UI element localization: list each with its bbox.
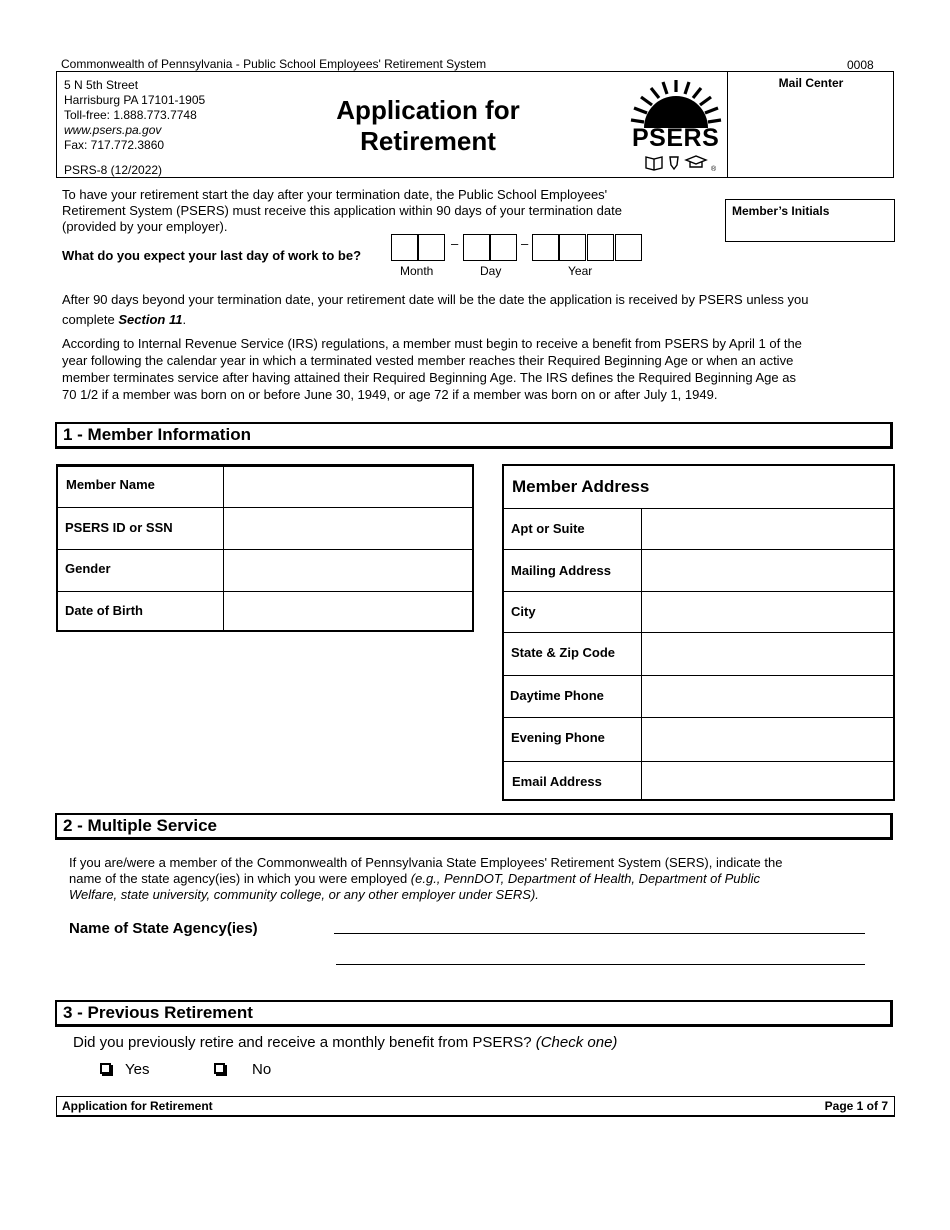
table-row bbox=[504, 466, 893, 508]
table-row bbox=[58, 507, 472, 549]
form-number: PSRS-8 (12/2022) bbox=[64, 163, 163, 177]
text-line: If you are/were a member of the Commonwealth of Pennsylvania State Employees' Retirement System (SERS), indicate the bbox=[69, 855, 783, 870]
evening-phone-field[interactable] bbox=[642, 718, 893, 761]
field-label: Apt or Suite bbox=[511, 521, 585, 536]
toll-free: Toll-free: 1.888.773.7748 bbox=[64, 108, 197, 122]
text-line: Welfare, state university, community college, or any other employer under SERS). bbox=[69, 887, 539, 902]
yes-checkbox[interactable] bbox=[100, 1063, 111, 1074]
field-label: Gender bbox=[65, 561, 111, 576]
field-label: Member Name bbox=[66, 477, 155, 492]
mail-center-label: Mail Center bbox=[778, 76, 844, 90]
section-2-header: 2 - Multiple Service bbox=[55, 813, 893, 840]
field-label: Evening Phone bbox=[511, 730, 605, 745]
daytime-phone-field[interactable] bbox=[642, 676, 893, 717]
member-initials-box[interactable] bbox=[725, 199, 895, 242]
title-line: Retirement bbox=[360, 126, 496, 156]
title-line: Application for bbox=[336, 95, 520, 125]
table-row bbox=[504, 717, 893, 761]
month-label: Month bbox=[400, 264, 434, 278]
day-digit-1[interactable] bbox=[463, 234, 490, 261]
no-checkbox[interactable] bbox=[214, 1063, 225, 1074]
state-agency-label: Name of State Agency(ies) bbox=[69, 920, 258, 937]
email-address-field[interactable] bbox=[642, 762, 893, 801]
header-divider bbox=[727, 71, 728, 178]
page-title bbox=[300, 95, 556, 157]
website-link[interactable]: www.psers.pa.gov bbox=[64, 123, 162, 137]
education-icons bbox=[644, 153, 710, 171]
text-line: member terminates service after having attained their Required Beginning Age. The IRS defines the Required Beginning Age as bbox=[62, 370, 796, 385]
member-info-table bbox=[56, 464, 474, 632]
address-line: Harrisburg PA 17101-1905 bbox=[64, 93, 206, 107]
agency-address bbox=[64, 78, 205, 153]
year-digit-4[interactable] bbox=[615, 234, 642, 261]
mailing-address-field[interactable] bbox=[642, 550, 893, 591]
text-line: According to Internal Revenue Service (IRS) regulations, a member must begin to receive a benefit from PSERS by April 1 of the bbox=[62, 336, 802, 351]
table-row bbox=[504, 508, 893, 549]
month-digit-1[interactable] bbox=[391, 234, 418, 261]
text-segment: name of the state agency(ies) in which you were employed bbox=[69, 871, 411, 886]
page-footer bbox=[56, 1096, 895, 1117]
text-line: (provided by your employer). bbox=[62, 219, 228, 234]
registered-mark: ® bbox=[711, 166, 717, 173]
text-segment: (e.g., PennDOT, Department of Health, Department of Public bbox=[410, 871, 761, 886]
psers-id-field[interactable] bbox=[224, 508, 472, 549]
text-line: year following the calendar year in which a terminated vested member reaches their Required Beginning Age or when an active bbox=[62, 353, 794, 368]
page-number: Page 1 of 7 bbox=[824, 1099, 888, 1113]
footer-form-name: Application for Retirement bbox=[62, 1099, 213, 1113]
member-initials-label: Member’s Initials bbox=[732, 204, 830, 218]
text-segment: complete bbox=[62, 312, 119, 327]
member-address-table bbox=[502, 464, 895, 801]
text-line bbox=[62, 310, 808, 330]
state-zip-field[interactable] bbox=[642, 633, 893, 675]
field-label: City bbox=[511, 604, 536, 619]
section-3-header: 3 - Previous Retirement bbox=[55, 1000, 893, 1027]
table-row bbox=[58, 549, 472, 591]
year-digit-2[interactable] bbox=[559, 234, 586, 261]
table-row bbox=[58, 591, 472, 632]
gender-field[interactable] bbox=[224, 550, 472, 591]
text-line: 70 1/2 if a member was born on or before June 30, 1949, or age 72 if a member was born on or after July 1, 1949. bbox=[62, 387, 718, 402]
city-field[interactable] bbox=[642, 592, 893, 632]
year-digit-3[interactable] bbox=[587, 234, 614, 261]
intro-paragraph bbox=[62, 187, 622, 235]
table-row bbox=[504, 675, 893, 717]
table-row bbox=[58, 466, 472, 507]
year-label: Year bbox=[568, 264, 593, 278]
date-of-birth-field[interactable] bbox=[224, 592, 472, 632]
apt-suite-field[interactable] bbox=[642, 509, 893, 549]
state-agency-input-line-2[interactable] bbox=[336, 964, 865, 965]
sunburst-icon bbox=[630, 78, 722, 130]
state-agency-input-line-1[interactable] bbox=[334, 933, 865, 934]
address-line: 5 N 5th Street bbox=[64, 78, 139, 92]
fax-number: Fax: 717.772.3860 bbox=[64, 138, 165, 152]
year-digit-1[interactable] bbox=[532, 234, 559, 261]
field-label: State & Zip Code bbox=[511, 645, 616, 660]
field-label: Email Address bbox=[512, 774, 602, 789]
question-hint: (Check one) bbox=[535, 1034, 618, 1051]
agency-line: Commonwealth of Pennsylvania - Public School Employees' Retirement System bbox=[61, 57, 487, 71]
psers-logo bbox=[630, 78, 722, 176]
question-text: Did you previously retire and receive a monthly benefit from PSERS? bbox=[73, 1034, 536, 1051]
date-separator: – bbox=[521, 236, 529, 251]
table-row bbox=[504, 632, 893, 675]
text-line bbox=[69, 871, 782, 887]
text-segment: . bbox=[182, 312, 187, 327]
field-label: Daytime Phone bbox=[510, 688, 604, 703]
multiple-service-text bbox=[69, 855, 782, 903]
last-day-question: What do you expect your last day of work to be? bbox=[62, 248, 362, 263]
section-11-reference: Section 11 bbox=[118, 312, 183, 327]
late-application-paragraph bbox=[62, 290, 808, 330]
text-line: After 90 days beyond your termination date, your retirement date will be the date the application is received by PSERS unless you bbox=[62, 292, 809, 307]
section-1-header: 1 - Member Information bbox=[55, 422, 893, 449]
table-row bbox=[504, 761, 893, 801]
text-line: To have your retirement start the day after your termination date, the Public School Employees' bbox=[62, 187, 608, 202]
previous-retirement-question bbox=[73, 1034, 617, 1051]
month-digit-2[interactable] bbox=[418, 234, 445, 261]
member-name-field[interactable] bbox=[224, 467, 472, 507]
yes-label: Yes bbox=[125, 1061, 150, 1078]
text-line: Retirement System (PSERS) must receive this application within 90 days of your termination date bbox=[62, 203, 622, 218]
logo-wordmark: PSERS bbox=[632, 124, 720, 152]
irs-paragraph bbox=[62, 335, 802, 403]
field-label: Date of Birth bbox=[65, 603, 143, 618]
field-label: PSERS ID or SSN bbox=[65, 520, 173, 535]
date-separator: – bbox=[451, 236, 459, 251]
table-row bbox=[504, 591, 893, 632]
field-label: Mailing Address bbox=[511, 563, 611, 578]
table-row bbox=[504, 549, 893, 591]
no-label: No bbox=[252, 1061, 272, 1078]
form-code: 0008 bbox=[847, 58, 874, 72]
day-label: Day bbox=[480, 264, 502, 278]
day-digit-2[interactable] bbox=[490, 234, 517, 261]
member-address-title: Member Address bbox=[512, 477, 650, 496]
